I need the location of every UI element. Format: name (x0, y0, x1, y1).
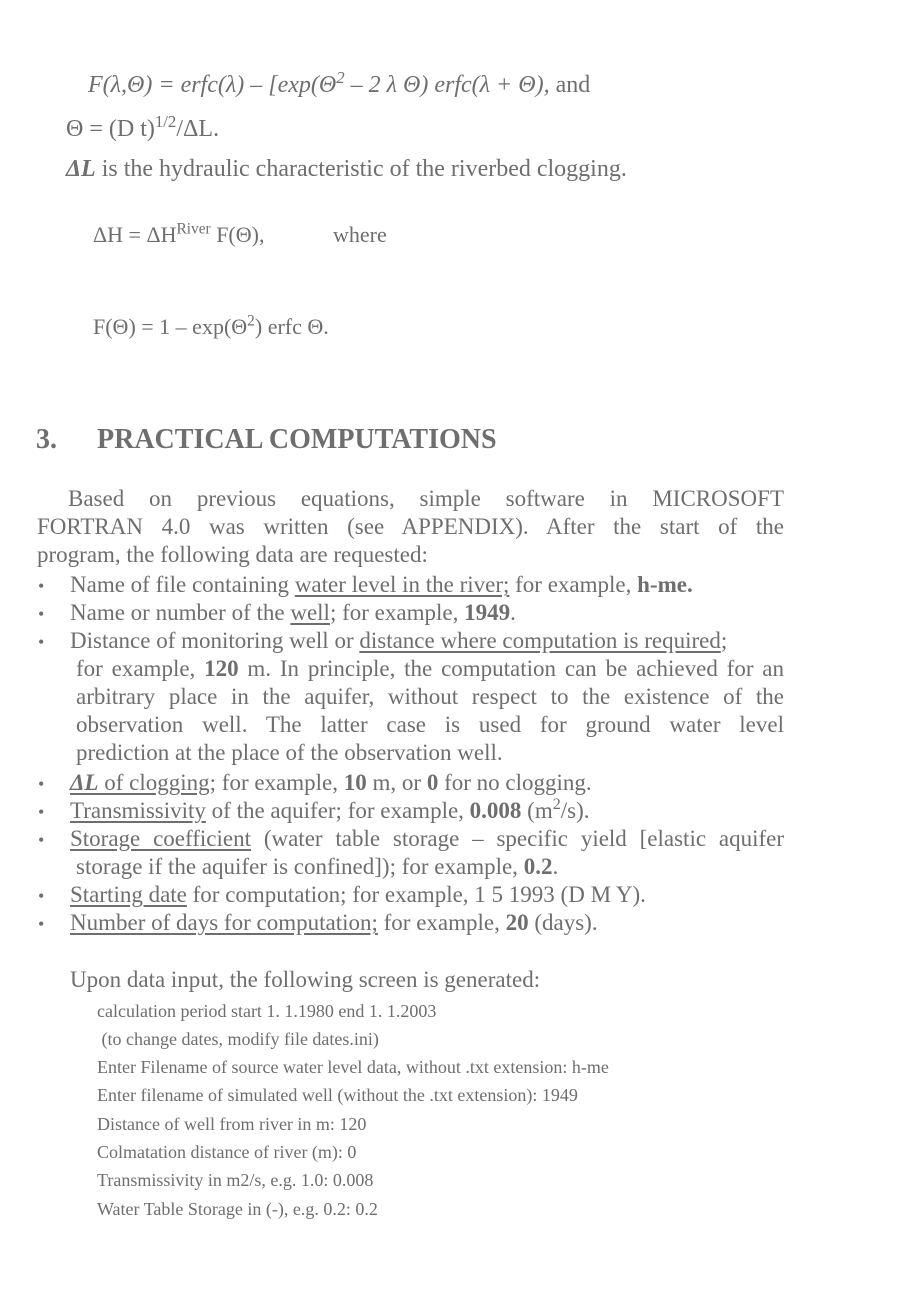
bullet-7 (70, 882, 646, 908)
intro-line-3: program, the following data are requested: (37, 542, 428, 567)
bullet-6-post: (water table storage – specific yield [elastic aquifer (251, 826, 784, 851)
bullet-2-pre: Name or number of the (70, 600, 291, 625)
bullet-5-unit-pre: (m (521, 798, 553, 823)
bullet-1 (70, 572, 693, 598)
bullet-4-mid: ; for example, (209, 770, 344, 795)
screen-line-8: Water Table Storage in (-), e.g. 0.2: 0.2 (97, 1199, 378, 1219)
bullet-marker: • (38, 604, 45, 624)
bullet-marker: • (38, 886, 45, 906)
bullet-6-l2-pre: storage if the aquifer is confined]); for example, (76, 854, 524, 879)
formula-f-lambda-theta (88, 67, 591, 99)
formula-f-lambda-tail: and (549, 72, 591, 98)
bullet-3-line-4: observation well. The latter case is used for ground water level (76, 712, 784, 737)
screen-line-6: Colmatation distance of river (m): 0 (97, 1142, 357, 1162)
bullet-2-post: . (510, 600, 516, 625)
bullet-5-unit-sup: 2 (552, 796, 561, 814)
formula-theta-sup: 1/2 (154, 111, 177, 131)
formula-delta-h-where: where (333, 222, 387, 247)
bullet-1-bold: h-me. (637, 572, 693, 597)
bullet-3-pre: Distance of monitoring well or (70, 628, 360, 653)
bullet-4-symbol: ΔL (70, 770, 99, 795)
bullet-1-pre: Name of file containing (70, 572, 295, 597)
bullet-1-underlined: water level in the river; (294, 572, 510, 597)
bullet-marker: • (38, 774, 45, 794)
bullet-5 (70, 798, 590, 824)
formula-f-lambda-sup: 2 (336, 67, 345, 87)
bullet-4-mid-2: m, or (366, 770, 427, 795)
screen-line-3: Enter Filename of source water level data, without .txt extension: h-me (97, 1057, 609, 1077)
bullet-3-l2-post: m. In principle, the computation can be achieved for an (238, 656, 784, 681)
screen-line-1: calculation period start 1. 1.1980 end 1. 1.2003 (97, 1001, 437, 1021)
screen-line-2: (to change dates, modify file dates.ini) (97, 1029, 379, 1049)
bullet-5-unit-post: /s). (560, 798, 590, 823)
bullet-3-l2-bold: 120 (204, 656, 239, 681)
formula-delta-h (93, 222, 264, 248)
bullet-7-underlined: Starting date (70, 882, 187, 907)
bullet-4-bold-2: 0 (426, 770, 439, 795)
screen-line-7: Transmissivity in m2/s, e.g. 1.0: 0.008 (97, 1170, 374, 1190)
bullet-4-underlined-text: of clogging (98, 770, 210, 795)
formula-f-lambda-lhs: F(λ,Θ) = erfc(λ) – [exp(Θ (88, 72, 337, 98)
bullet-5-bold: 0.008 (469, 798, 522, 823)
bullet-marker: • (38, 914, 45, 934)
bullet-3-post: ; (720, 628, 728, 653)
formula-theta (66, 111, 220, 143)
bullet-5-underlined: Transmissivity (70, 798, 206, 823)
bullet-2-mid: ; for example, (329, 600, 465, 625)
section-title: PRACTICAL COMPUTATIONS (97, 424, 497, 455)
bullet-6-line-1 (70, 826, 784, 852)
bullet-6-l2-post: . (552, 854, 559, 879)
bullet-6-underlined: Storage coefficient (70, 826, 251, 851)
delta-l-symbol: ΔL (66, 156, 96, 182)
intro-line-2: FORTRAN 4.0 was written (see APPENDIX). After the start of the (37, 514, 784, 539)
bullet-1-mid: for example, (509, 572, 638, 597)
bullet-4-underlined (70, 770, 210, 795)
screen-line-5: Distance of well from river in m: 120 (97, 1114, 367, 1134)
bullet-3-line-5: prediction at the place of the observation well. (76, 740, 503, 765)
bullet-6-line-2 (76, 854, 558, 880)
delta-l-sentence (66, 156, 627, 183)
formula-delta-h-sup: River (176, 220, 211, 238)
formula-f-lambda-rhs: – 2 λ Θ) erfc(λ + Θ), (344, 72, 550, 98)
formula-delta-h-lhs: ΔH = ΔH (93, 222, 177, 247)
bullet-2-underlined: well (290, 600, 330, 625)
formula-delta-h-rhs: F(Θ), (210, 222, 265, 247)
screen-intro: Upon data input, the following screen is generated: (70, 967, 541, 992)
bullet-marker: • (38, 830, 45, 850)
formula-f-theta-lhs: F(Θ) = 1 – exp(Θ (93, 314, 248, 339)
delta-l-text: is the hydraulic characteristic of the riverbed clogging. (95, 156, 627, 182)
bullet-8-mid: for example, (377, 910, 506, 935)
intro-line-1: Based on previous equations, simple software in MICROSOFT (68, 486, 784, 511)
bullet-2 (70, 600, 516, 626)
bullet-8-underlined: Number of days for computation; (70, 910, 378, 935)
formula-f-theta-rhs: ) erfc Θ. (254, 314, 329, 339)
bullet-marker: • (38, 802, 45, 822)
bullet-3-line-1 (70, 628, 727, 654)
bullet-3-l2-pre: for example, (76, 656, 205, 681)
bullet-5-mid: of the aquifer; for example, (205, 798, 470, 823)
bullet-2-bold: 1949 (464, 600, 511, 625)
section-number: 3. (36, 424, 57, 455)
bullet-3-underlined: distance where computation is required (359, 628, 721, 653)
formula-theta-rhs: /ΔL. (176, 116, 220, 142)
bullet-8-post: (days). (528, 910, 598, 935)
bullet-4-post: for no clogging. (438, 770, 592, 795)
formula-f-theta-sup: 2 (247, 312, 255, 330)
bullet-4-bold-1: 10 (343, 770, 367, 795)
bullet-3-line-2 (76, 656, 784, 682)
bullet-7-post: for computation; for example, 1 5 1993 (D M Y). (186, 882, 646, 907)
bullet-3-line-3: arbitrary place in the aquifer, without respect to the existence of the (76, 684, 784, 709)
bullet-8 (70, 910, 598, 936)
bullet-8-bold: 20 (505, 910, 529, 935)
screen-line-4: Enter filename of simulated well (without the .txt extension): 1949 (97, 1085, 578, 1105)
bullet-marker: • (38, 576, 45, 596)
bullet-marker: • (38, 632, 45, 652)
bullet-6-l2-bold: 0.2 (523, 854, 553, 879)
formula-f-theta (93, 314, 329, 340)
formula-theta-lhs: Θ = (D t) (66, 116, 155, 142)
bullet-4 (70, 770, 592, 796)
